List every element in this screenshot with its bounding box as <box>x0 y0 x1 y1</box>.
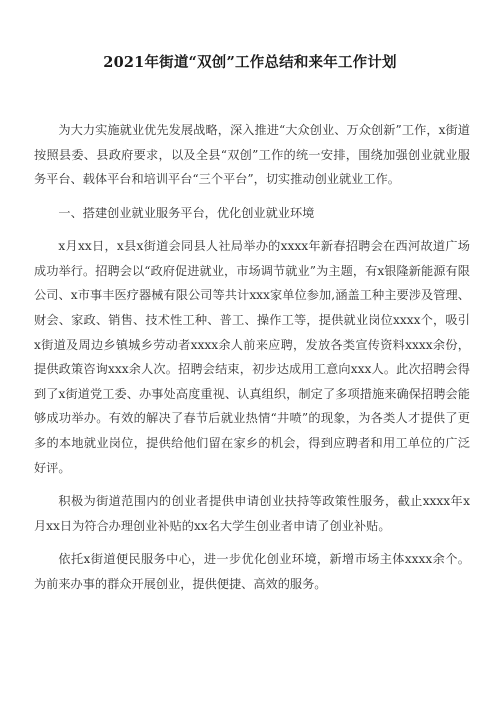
subsidy-paragraph: 积极为街道范围内的创业者提供申请创业扶持等政策性服务，截止xxxx年x月xx日为符合办理创业补贴的xx名大学生创业者申请了创业补贴。 <box>34 493 470 533</box>
service-center-paragraph: 依托x街道便民服务中心，进一步优化创业环境，新增市场主体xxxx余个。为前来办事的群众开展创业，提供便捷、高效的服务。 <box>34 552 470 591</box>
job-fair-paragraph: x月xx日，x县x街道会同县人社局举办的xxxx年新春招聘会在西河故道广场成功举行。招聘会以“政府促进就业，市场调节就业”为主题，有x银隆新能源有限公司、x市事丰医疗器械有限公司等共计xxx家单位参加,涵盖工种主要涉及管理、财会、家政、销售、技术性工种、普工、操作工等，提供就业岗位xxxx个，吸引x街道及周边乡镇城乡劳动者xxxx余人前来应聘，发放各类宣传资料xxxx余份，提供政策咨询xxx余人次。招聘会结束，初步达成用工意向xxx人。此次招聘会得到了x街道党工委、办事处高度重视、认真组织，制定了多项措施来确保招聘会能够成功举办。有效的解决了春节后就业热情“井喷”的现象，为各类人才提供了更多的本地就业岗位，提供给他们留在家乡的机会，得到应聘者和用工单位的广泛好评。 <box>34 239 470 475</box>
document-body <box>34 118 470 605</box>
section-heading: 一、搭建创业就业服务平台，优化创业就业环境 <box>58 205 315 220</box>
intro-paragraph: 为大力实施就业优先发展战略，深入推进“大众创业、万众创新”工作，x街道按照县委、县政府要求，以及全县“双创”工作的统一安排，围绕加强创业就业服务平台、载体平台和培训平台“三个平台”，切实推动创业就业工作。 <box>34 123 470 187</box>
document-title: 2021年街道“双创”工作总结和来年工作计划 <box>103 54 397 71</box>
